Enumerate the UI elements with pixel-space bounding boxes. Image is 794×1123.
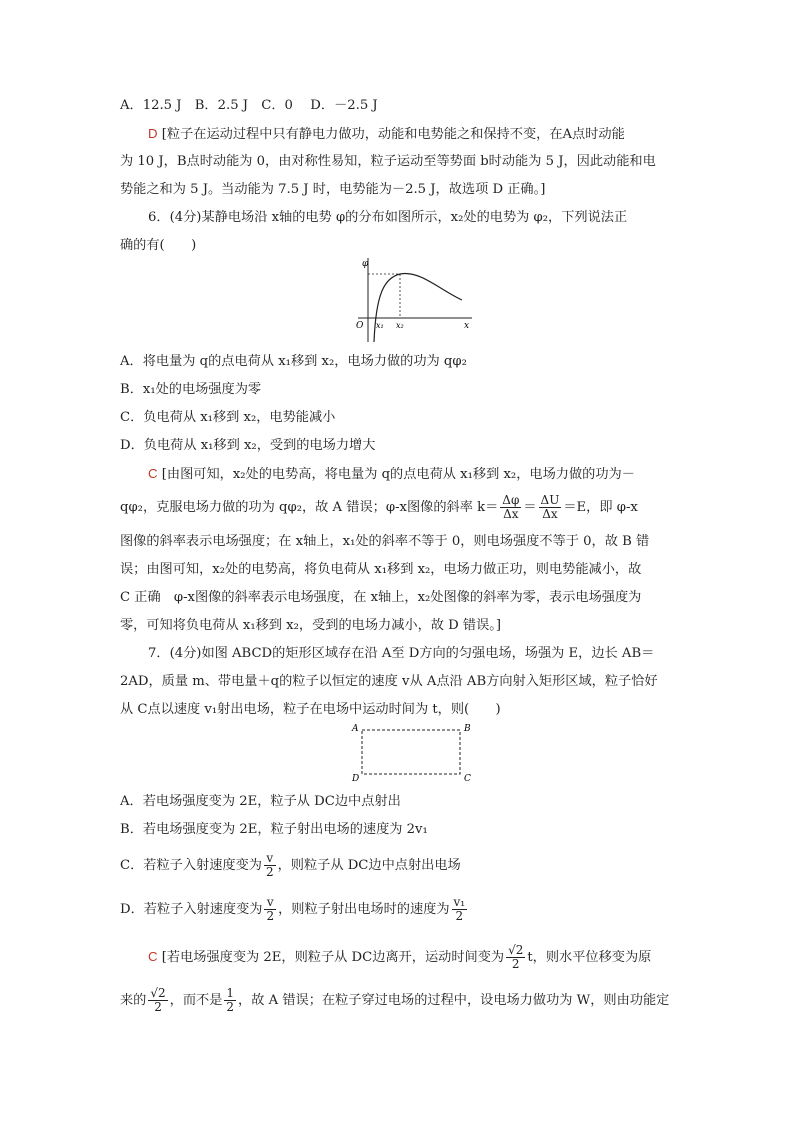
q7-option-b: B．若电场强度变为 2E，粒子射出电场的速度为 2v₁ <box>120 822 428 837</box>
graph-phi-label: φ <box>362 259 369 269</box>
q6-explanation-line-5: C 正确 φ-x图像的斜率表示电场强度，在 x轴上，x₂处图像的斜率为零，表示电场强度为 <box>120 590 642 605</box>
rect-label-c: C <box>464 774 471 784</box>
q6-expl-eq: ＝ <box>523 500 537 515</box>
q7-expl-2a: 来的 <box>120 993 147 1008</box>
prev-expl-text: [粒子在运动过程中只有静电力做功，动能和电势能之和保持不变，在 <box>161 127 563 142</box>
q7-optc-pre: C．若粒子入射速度变为 <box>120 858 262 873</box>
prev-explanation-line-3: 势能之和为 5 J。当动能为 7.5 J 时，电势能为－2.5 J，故选项 D 正确。] <box>120 182 546 197</box>
prev-explanation-line-1 <box>148 124 625 145</box>
rect-label-a: A <box>352 724 359 734</box>
graph-x1-label: x₁ <box>376 321 384 330</box>
prev-answer-letter: D <box>148 126 158 141</box>
rect-label-d: D <box>352 774 360 784</box>
graph-origin-label: O <box>356 321 364 331</box>
q7-expl-2b: ，而不是 <box>169 993 223 1008</box>
q7-optd-pre: D．若粒子入射速度变为 <box>120 902 263 917</box>
q6-option-c: C．负电荷从 x₁移到 x₂，电势能减小 <box>120 410 336 425</box>
rect-label-b: B <box>464 724 471 734</box>
q7-optd-fraction: $\frac{v}{2}$ <box>266 895 275 923</box>
q7-explanation-line-1 <box>148 942 651 973</box>
q6-explanation-line-6: 零，可知将负电荷从 x₁移到 x₂，受到的电场力减小，故 D 错误。] <box>120 618 502 633</box>
q6-potential-graph <box>340 254 480 344</box>
q6-option-d: D．负电荷从 x₁移到 x₂，受到的电场力增大 <box>120 438 376 453</box>
q7-expl-1a: [若电场强度变为 2E，则粒子从 DC边离开，运动时间变为 <box>161 950 505 965</box>
q7-optd-fraction-2: $\frac{\text{v₁}}{2}$ <box>453 895 466 923</box>
q7-stem-line-1: 7．(4分)如图 ABCD的矩形区域存在沿 A至 D方向的匀强电场，场强为 E，边长 AB＝ <box>148 646 655 661</box>
q6-stem-line-2: 确的有( ) <box>120 238 197 253</box>
graph-curve <box>374 273 462 342</box>
q7-expl-fraction-2: $\frac{√2}{2}$ <box>150 986 166 1014</box>
q7-answer-letter: C <box>148 949 158 964</box>
q7-optc-fraction: $\frac{v}{2}$ <box>265 851 274 879</box>
q7-stem-line-2: 2AD，质量 m、带电量＋q的粒子以恒定的速度 v从 A点沿 AB方向射入矩形区域，粒子恰好 <box>120 674 658 689</box>
q6-slope-fraction-2: $\frac{\Delta U}{\Delta x}$ <box>540 493 560 521</box>
q7-expl-1b: t，则水平位移变为原 <box>527 950 652 965</box>
q6-explanation-line-1 <box>148 464 635 485</box>
prev-options: A．12.5 J B．2.5 J C．0 D．－2.5 J <box>120 98 378 113</box>
q7-stem-line-3: 从 C点以速度 v₁射出电场，粒子在电场中运动时间为 t，则( ) <box>120 702 501 717</box>
q7-option-a: A．若电场强度变为 2E，粒子从 DC边中点射出 <box>120 794 401 809</box>
q6-explanation-line-2 <box>120 494 638 522</box>
q6-expl-2a: qφ₂，克服电场力做的功为 qφ₂，故 A 错误；φ-x图像的斜率 k＝ <box>120 500 499 515</box>
q7-option-d <box>120 896 469 924</box>
q6-explanation-line-4: 误；由图可知，x₂处的电势高，将负电荷从 x₁移到 x₂，电场力做正功，则电势能减小，故 <box>120 562 642 577</box>
field-rectangle <box>362 730 460 774</box>
q7-expl-2c: ，故 A 错误；在粒子穿过电场的过程中，设电场力做功为 W，则由功能定 <box>238 993 670 1008</box>
prev-explanation-line-2: 为 10 J，B点时动能为 0，由对称性易知，粒子运动至等势面 b时动能为 5 J，因此动能和电 <box>120 154 656 169</box>
q6-stem-line-1: 6．(4分)某静电场沿 x轴的电势 φ的分布如图所示，x₂处的电势为 φ₂，下列说法正 <box>148 210 628 225</box>
q7-optd-mid: ，则粒子射出电场时的速度为 <box>278 902 450 917</box>
graph-x2-label: x₂ <box>396 321 404 330</box>
q6-explanation-line-3: 图像的斜率表示电场强度；在 x轴上，x₁处的斜率不等于 0，则电场强度不等于 0，故 B 错 <box>120 534 650 549</box>
q7-option-c <box>120 852 461 880</box>
graph-x-label: x <box>464 321 470 331</box>
q6-answer-letter: C <box>148 466 158 481</box>
q7-explanation-line-2 <box>120 986 669 1016</box>
q6-expl-text-1: [由图可知，x₂处的电势高，将电量为 q的点电荷从 x₁移到 x₂，电场力做的功为－ <box>161 467 635 482</box>
q7-optc-post: ，则粒子从 DC边中点射出电场 <box>277 858 461 873</box>
prev-expl-tail: A点时动能 <box>562 127 625 142</box>
q6-slope-fraction-1: $\frac{\Delta\varphi}{\Delta x}$ <box>502 493 520 521</box>
q6-expl-2b: ＝E，即 φ-x <box>563 500 638 515</box>
q6-option-a: A．将电量为 q的点电荷从 x₁移到 x₂，电场力做的功为 qφ₂ <box>120 354 467 369</box>
q6-option-b: B．x₁处的电场强度为零 <box>120 382 262 397</box>
q7-rectangle-figure <box>348 722 478 784</box>
q7-expl-fraction-3: $\frac{1}{2}$ <box>226 986 235 1014</box>
q7-expl-fraction-1: $\frac{√2}{2}$ <box>508 943 524 971</box>
